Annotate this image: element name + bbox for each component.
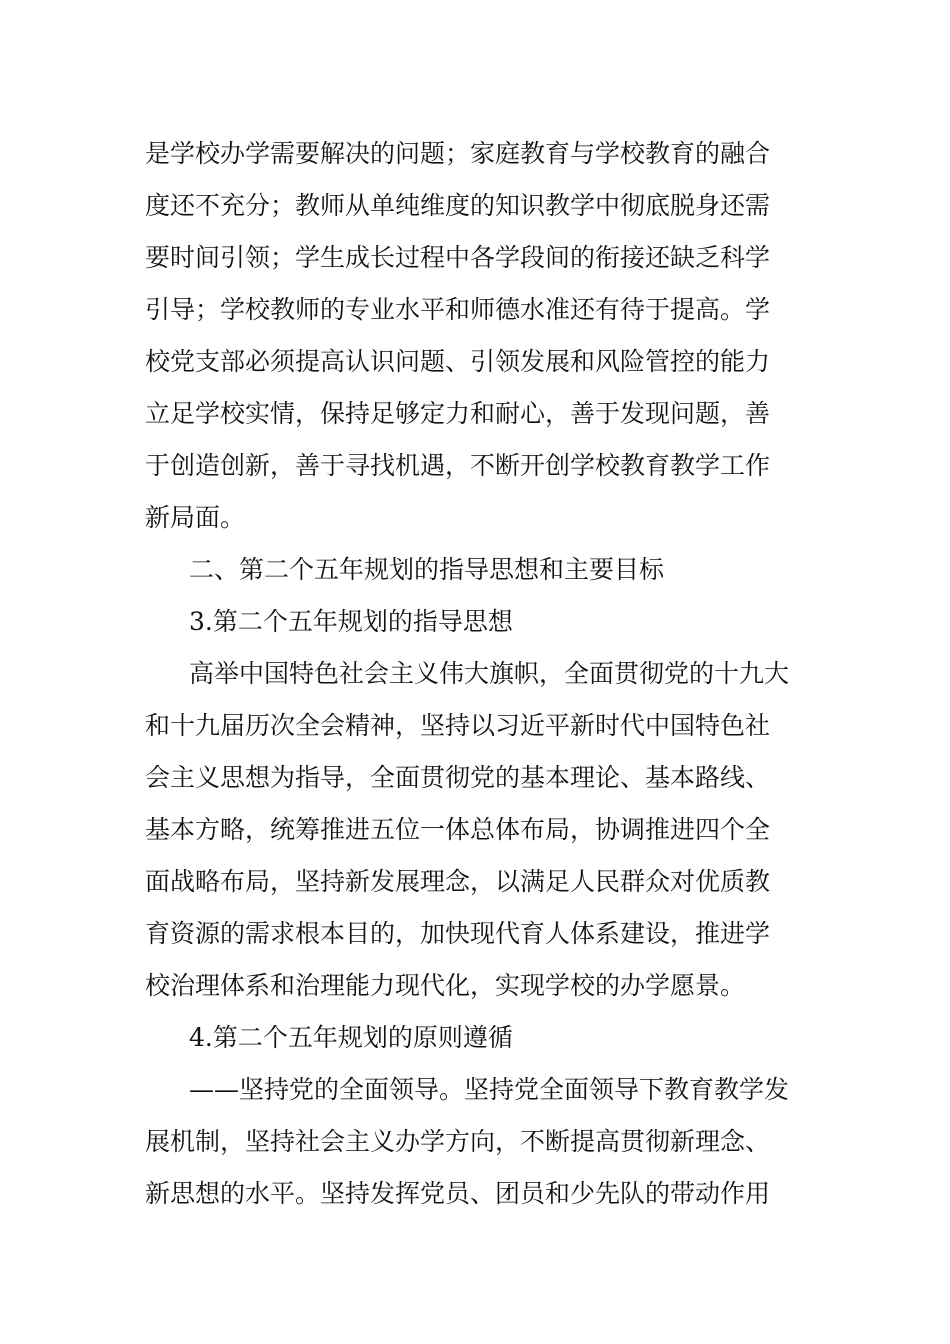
text-line: 面战略布局，坚持新发展理念，以满足人民群众对优质教 xyxy=(145,867,771,896)
text-line: 新思想的水平。坚持发挥党员、团员和少先队的带动作用 xyxy=(145,1179,771,1208)
text-line: 是学校办学需要解决的问题；家庭教育与学校教育的融合 xyxy=(145,139,771,168)
text-line: 引导；学校教师的专业水平和师德水准还有待于提高。学 xyxy=(145,295,771,324)
text-line: 要时间引领；学生成长过程中各学段间的衔接还缺乏科学 xyxy=(145,243,771,272)
text-line: 会主义思想为指导，全面贯彻党的基本理论、基本路线、 xyxy=(145,763,771,792)
text-line: 新局面。 xyxy=(145,503,246,532)
text-line: ——坚持党的全面领导。坚持党全面领导下教育教学发 xyxy=(189,1075,790,1104)
text-line: 高举中国特色社会主义伟大旗帜，全面贯彻党的十九大 xyxy=(189,659,790,688)
text-line: 育资源的需求根本目的，加快现代育人体系建设，推进学 xyxy=(145,919,771,948)
text-line: 校治理体系和治理能力现代化，实现学校的办学愿景。 xyxy=(145,971,746,1000)
body-text xyxy=(145,128,810,1220)
subsection-heading: 4.第二个五年规划的原则遵循 xyxy=(189,1023,513,1052)
text-line: 展机制，坚持社会主义办学方向，不断提高贯彻新理念、 xyxy=(145,1127,771,1156)
subsection-heading: 3.第二个五年规划的指导思想 xyxy=(189,607,513,636)
text-line: 和十九届历次全会精神，坚持以习近平新时代中国特色社 xyxy=(145,711,771,740)
text-line: 基本方略，统筹推进五位一体总体布局，协调推进四个全 xyxy=(145,815,771,844)
section-heading: 二、第二个五年规划的指导思想和主要目标 xyxy=(189,555,665,584)
text-line: 校党支部必须提高认识问题、引领发展和风险管控的能力 xyxy=(145,347,771,376)
text-line: 度还不充分；教师从单纯维度的知识教学中彻底脱身还需 xyxy=(145,191,771,220)
text-line: 立足学校实情，保持足够定力和耐心，善于发现问题，善 xyxy=(145,399,771,428)
text-line: 于创造创新，善于寻找机遇，不断开创学校教育教学工作 xyxy=(145,451,771,480)
